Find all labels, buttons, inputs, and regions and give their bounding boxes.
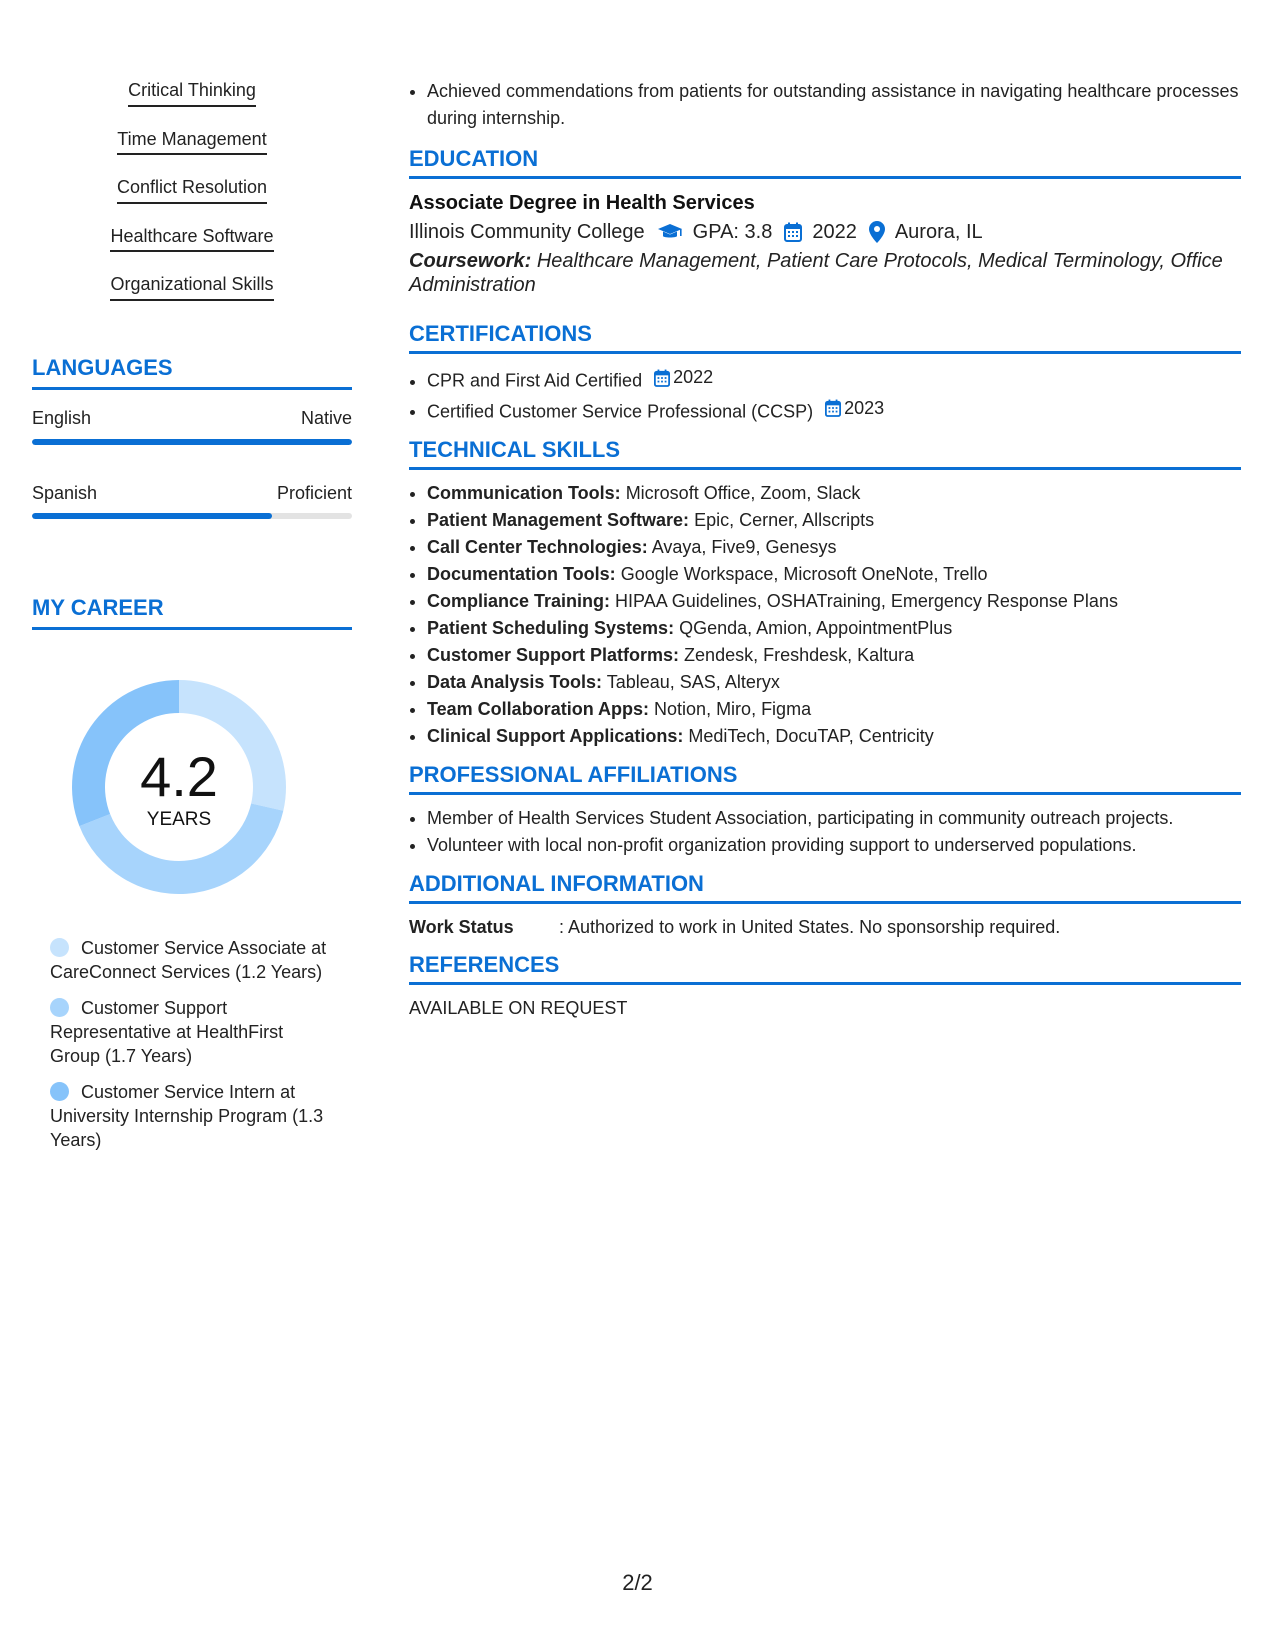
skill-value: Microsoft Office, Zoom, Slack [625, 483, 861, 503]
technical-skill-item [427, 561, 1241, 588]
skill-label: Customer Support Platforms: [427, 645, 680, 665]
work-status-key: Work Status [409, 917, 514, 937]
education-school: Illinois Community College [409, 221, 645, 243]
education-title: EDUCATION [409, 146, 1241, 179]
donut-center [64, 672, 294, 902]
additional-info-title: ADDITIONAL INFORMATION [409, 871, 1241, 904]
legend-dot [50, 998, 69, 1017]
graduation-cap-icon [657, 223, 683, 241]
skill-item: Time Management [117, 129, 266, 156]
certification-name: CPR and First Aid Certified [427, 370, 643, 391]
technical-skills-title: TECHNICAL SKILLS [409, 437, 1241, 470]
languages-list [32, 408, 352, 519]
technical-skill-item [427, 615, 1241, 642]
skill-value: MediTech, DocuTAP, Centricity [688, 726, 934, 746]
certification-name: Certified Customer Service Professional (CCSP) [427, 401, 814, 421]
technical-skill-item [427, 669, 1241, 696]
skill-value: Zendesk, Freshdesk, Kaltura [684, 645, 915, 665]
certification-item [427, 364, 1241, 395]
skill-label: Clinical Support Applications: [427, 726, 684, 746]
right-column [409, 78, 1241, 1021]
skill-value: HIPAA Guidelines, OSHATraining, Emergency Response Plans [615, 591, 1118, 611]
education-degree: Associate Degree in Health Services [409, 192, 755, 214]
language-name: Spanish [32, 482, 98, 503]
technical-skill-item [427, 723, 1241, 750]
skill-value: Tableau, SAS, Alteryx [606, 672, 780, 692]
affiliations-list [409, 805, 1241, 859]
education-gpa: GPA: 3.8 [692, 221, 773, 243]
language-name: English [32, 407, 92, 428]
calendar-icon [825, 399, 841, 417]
skill-value: Epic, Cerner, Allscripts [694, 510, 875, 530]
skill-label: Communication Tools: [427, 483, 621, 503]
legend-label: Customer Service Intern at University Internship Program (1.3 Years) [50, 1082, 324, 1151]
education-location: Aurora, IL [894, 221, 983, 243]
language-bar [32, 513, 352, 519]
skill-label: Team Collaboration Apps: [427, 699, 650, 719]
skill-label: Patient Scheduling Systems: [427, 618, 675, 638]
certification-year: 2023 [844, 397, 885, 418]
language-bar-fill [32, 513, 272, 519]
certifications-title: CERTIFICATIONS [409, 321, 1241, 354]
coursework-label: Coursework: [409, 250, 532, 272]
career-donut-chart [64, 672, 294, 902]
skill-item: Healthcare Software [110, 226, 273, 253]
technical-skill-item [427, 642, 1241, 669]
legend-dot [50, 1082, 69, 1101]
affiliation-item: • Volunteer with local non-profit organization providing support to underserved populations. [427, 832, 1241, 859]
career-title: MY CAREER [32, 595, 352, 630]
legend-item [50, 1080, 330, 1152]
legend-item [50, 936, 330, 984]
legend-item [50, 996, 330, 1068]
legend-label: Customer Support Representative at HealthFirst Group (1.7 Years) [50, 998, 284, 1067]
skill-value: Avaya, Five9, Genesys [651, 537, 837, 557]
skill-item: Organizational Skills [110, 274, 273, 301]
work-status-row [409, 914, 1241, 940]
coursework-text: Healthcare Management, Patient Care Protocols, Medical Terminology, Office Administration [409, 250, 1223, 296]
technical-skill-item [427, 507, 1241, 534]
languages-title: LANGUAGES [32, 355, 352, 390]
technical-skill-item [427, 588, 1241, 615]
affiliations-title: PROFESSIONAL AFFILIATIONS [409, 762, 1241, 795]
language-level: Proficient [276, 482, 352, 503]
language-row [32, 408, 352, 430]
language-bar [32, 439, 352, 445]
technical-skill-item [427, 480, 1241, 507]
legend-label: Customer Service Associate at CareConnect Services (1.2 Years) [50, 938, 327, 983]
career-unit: YEARS [146, 809, 212, 831]
references-title: REFERENCES [409, 952, 1241, 985]
language-bar-fill [32, 439, 352, 445]
calendar-icon [654, 369, 670, 387]
calendar-icon [784, 222, 802, 242]
skill-label: Call Center Technologies: [427, 537, 648, 557]
technical-skill-item [427, 534, 1241, 561]
experience-bullet: • Achieved commendations from patients for outstanding assistance in navigating healthcare processes during internship. [427, 78, 1241, 132]
soft-skills-list [32, 80, 352, 323]
legend-dot [50, 938, 69, 957]
page-number: 2/2 [622, 1570, 653, 1595]
skill-label: Compliance Training: [427, 591, 611, 611]
work-status-value: : Authorized to work in United States. No sponsorship required. [559, 917, 1061, 937]
affiliation-item: • Member of Health Services Student Association, participating in community outreach projects. [427, 805, 1241, 832]
technical-skill-item [427, 696, 1241, 723]
skill-label: Data Analysis Tools: [427, 672, 603, 692]
language-row [32, 483, 352, 505]
certification-item [427, 395, 1241, 426]
experience-bullets [409, 78, 1241, 132]
skill-label: Patient Management Software: [427, 510, 690, 530]
skill-item: Critical Thinking [128, 80, 256, 107]
skill-value: Notion, Miro, Figma [654, 699, 812, 719]
certification-year: 2022 [673, 367, 714, 387]
references-text: AVAILABLE ON REQUEST [409, 998, 628, 1018]
technical-skills-list [409, 480, 1241, 750]
left-column [32, 80, 352, 1164]
skill-label: Documentation Tools: [427, 564, 616, 584]
career-total: 4.2 [140, 745, 218, 809]
education-details [409, 217, 1241, 247]
education-coursework [409, 249, 1241, 297]
skill-value: QGenda, Amion, AppointmentPlus [679, 618, 953, 638]
certifications-list [409, 364, 1241, 425]
career-legend [32, 936, 330, 1152]
skill-value: Google Workspace, Microsoft OneNote, Trello [620, 564, 988, 584]
skill-item: Conflict Resolution [117, 177, 267, 204]
location-pin-icon [869, 221, 885, 243]
education-year: 2022 [812, 221, 857, 243]
language-level: Native [300, 407, 352, 428]
